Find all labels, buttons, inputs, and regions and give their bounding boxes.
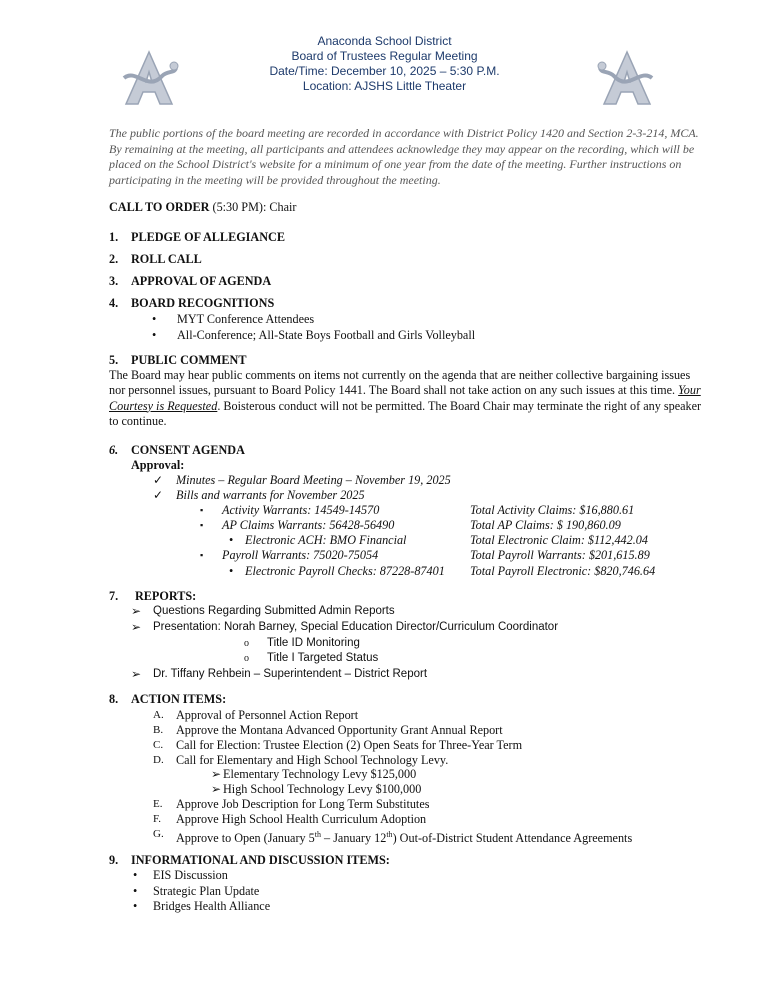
list-item: • — [152, 312, 157, 326]
section-informational: 9. INFORMATIONAL AND DISCUSSION ITEMS: — [109, 853, 390, 867]
square-bullet-icon: ▪ — [200, 505, 204, 515]
item-letter: F. — [153, 813, 161, 825]
minutes-item: Minutes – Regular Board Meeting – November 19, 2025 — [176, 473, 451, 487]
list-item: • — [133, 868, 138, 882]
section-action-items: 8. ACTION ITEMS: — [109, 692, 227, 706]
district-name: Anaconda School District — [317, 34, 452, 48]
district-logo-right — [596, 48, 658, 110]
action-item: Call for Elementary and High School Technology Levy. — [176, 753, 449, 767]
ap-total: Total AP Claims: $ 190,860.09 — [470, 518, 621, 532]
info-item: Bridges Health Alliance — [153, 899, 271, 913]
approval-label: Approval: — [131, 458, 185, 472]
report-item: Presentation: Norah Barney, Special Education Director/Curriculum Coordinator — [153, 621, 559, 633]
item-letter: B. — [153, 724, 164, 736]
action-item: Approve the Montana Advanced Opportunity Grant Annual Report — [176, 723, 503, 737]
report-subitem: Title ID Monitoring — [267, 637, 360, 649]
item-letter: D. — [153, 754, 164, 766]
district-logo-left — [118, 48, 180, 110]
info-item: EIS Discussion — [153, 868, 228, 882]
meeting-datetime: Date/Time: December 10, 2025 – 5:30 P.M. — [269, 64, 500, 78]
list-item: • — [133, 899, 138, 913]
action-item: Approval of Personnel Action Report — [176, 708, 359, 722]
section-board-recognitions: 4. BOARD RECOGNITIONS — [109, 296, 275, 310]
circle-bullet-icon: o — [244, 638, 249, 649]
list-item: • — [133, 884, 138, 898]
ap-warrants: AP Claims Warrants: 56428-56490 — [222, 518, 395, 532]
action-item: Approve Job Description for Long Term Substitutes — [176, 797, 430, 811]
arrow-bullet-icon: ➢ — [131, 604, 142, 618]
section-public-comment: 5. PUBLIC COMMENT — [109, 353, 247, 367]
electronic-ach: Electronic ACH: BMO Financial — [245, 533, 407, 547]
activity-warrants: Activity Warrants: 14549-14570 — [222, 503, 380, 517]
item-letter: A. — [153, 709, 164, 721]
payroll-warrants: Payroll Warrants: 75020-75054 — [222, 548, 379, 562]
report-item: Questions Regarding Submitted Admin Reports — [153, 605, 395, 617]
arrow-bullet-icon: ➢ — [131, 667, 142, 681]
payroll-total: Total Payroll Warrants: $201,615.89 — [470, 548, 650, 562]
list-item: • — [229, 533, 234, 547]
ach-total: Total Electronic Claim: $112,442.04 — [470, 533, 648, 547]
meeting-location: Location: AJSHS Little Theater — [302, 79, 467, 93]
report-item: Dr. Tiffany Rehbein – Superintendent – District Report — [153, 668, 428, 680]
item-letter: G. — [153, 828, 164, 840]
circle-bullet-icon: o — [244, 653, 249, 664]
check-icon: ✓ — [153, 473, 164, 487]
list-item: • — [229, 564, 234, 578]
levy-item: High School Technology Levy $100,000 — [223, 782, 422, 796]
action-item: Call for Election: Trustee Election (2) Open Seats for Three-Year Term — [176, 738, 523, 752]
report-subitem: Title I Targeted Status — [267, 652, 379, 664]
section-pledge: 1. PLEDGE OF ALLEGIANCE — [109, 230, 285, 244]
action-item: Approve High School Health Curriculum Adoption — [176, 812, 427, 826]
action-item: Approve to Open (January 5th – January 12th) Out-of-District Student Attendance Agreements — [176, 830, 633, 846]
arrow-bullet-icon: ➢ — [211, 767, 222, 781]
arrow-bullet-icon: ➢ — [211, 782, 222, 796]
levy-item: Elementary Technology Levy $125,000 — [223, 767, 417, 781]
square-bullet-icon: ▪ — [200, 520, 204, 530]
square-bullet-icon: ▪ — [200, 550, 204, 560]
activity-total: Total Activity Claims: $16,880.61 — [470, 503, 635, 517]
electronic-payroll-total: Total Payroll Electronic: $820,746.64 — [470, 564, 656, 578]
item-letter: C. — [153, 739, 164, 751]
recording-notice: The public portions of the board meeting are recorded in accordance with District Policy 1420 and Section 2-3-214, MCA. By remaining at the meeting, all participants and attendees acknowledge they may appear on the recording, which will be placed on the School District's website for a minimum of one year from the date of the meeting. Further instructions on participating in the meeting will be provided throughout the meeting. — [109, 126, 699, 187]
info-item: Strategic Plan Update — [153, 884, 260, 898]
meeting-title: Board of Trustees Regular Meeting — [291, 49, 478, 63]
section-reports: 7. REPORTS: — [109, 589, 197, 603]
electronic-payroll: Electronic Payroll Checks: 87228-87401 — [245, 564, 445, 578]
public-comment-text: The Board may hear public comments on items not currently on the agenda that are neither collective bargaining issues nor personnel issues, pursuant to Board Policy 1441. The Board shall not take action on any such issues at this time. Your Courtesy is Requested. Boisterous conduct will not be permitted. The Board Chair may terminate the right of any speaker to continue. — [109, 368, 702, 428]
recognition-item: MYT Conference Attendees — [177, 312, 315, 326]
arrow-bullet-icon: ➢ — [131, 620, 142, 634]
recognition-item: All-Conference; All-State Boys Football and Girls Volleyball — [177, 328, 476, 342]
section-roll-call: 2. ROLL CALL — [109, 252, 202, 266]
call-to-order: CALL TO ORDER (5:30 PM): Chair — [109, 200, 297, 214]
item-letter: E. — [153, 798, 163, 810]
bills-item: Bills and warrants for November 2025 — [176, 488, 365, 502]
section-approval-agenda: 3. APPROVAL OF AGENDA — [109, 274, 272, 288]
list-item: • — [152, 328, 157, 342]
check-icon: ✓ — [153, 488, 164, 502]
section-consent-agenda: 6. CONSENT AGENDA — [109, 443, 245, 457]
